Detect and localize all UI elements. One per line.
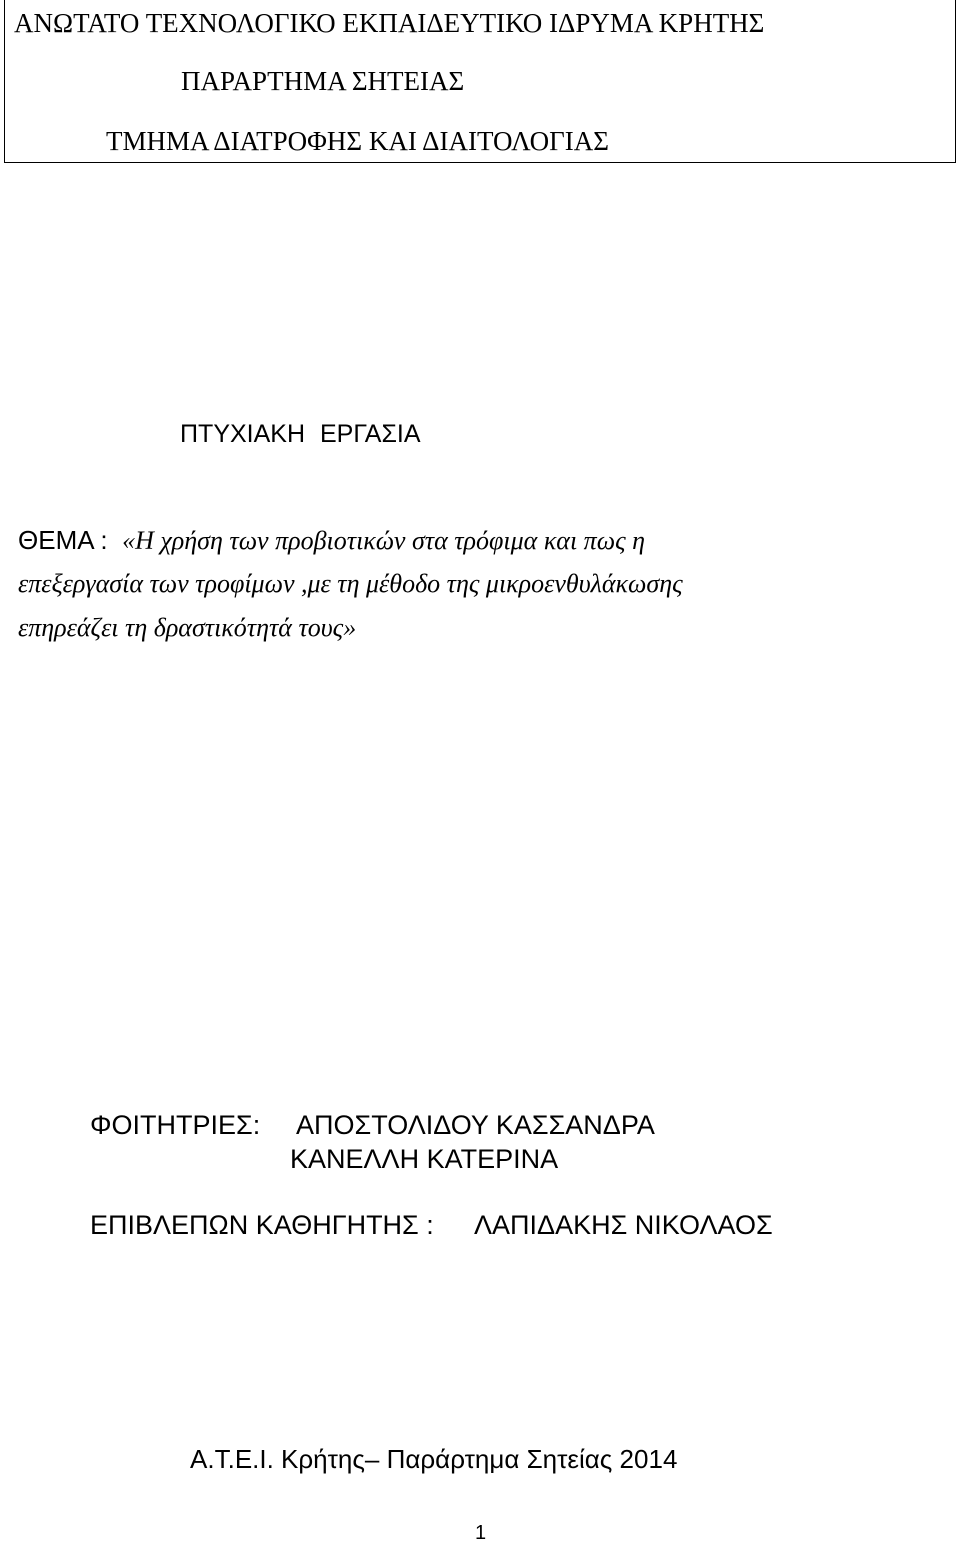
subject-line-1 <box>18 525 645 556</box>
subject-text-3: επηρεάζει τη δραστικότητά τους» <box>18 613 357 642</box>
page-number: 1 <box>475 1522 487 1544</box>
supervisor-label: ΕΠΙΒΛΕΠΩΝ ΚΑΘΗΓΗΤΗΣ : <box>90 1210 434 1240</box>
student-1: ΑΠΟΣΤΟΛΙΔΟΥ ΚΑΣΣΑΝΔΡΑ <box>296 1110 655 1140</box>
place-year: Α.Τ.Ε.Ι. Κρήτης– Παράρτημα Σητείας 2014 <box>190 1444 678 1474</box>
subject-label: ΘΕΜΑ : <box>18 525 108 555</box>
subject-text-1: «Η χρήση των προβιοτικών στα τρόφιμα και πως η <box>122 526 646 555</box>
supervisor-name: ΛΑΠΙΔΑΚΗΣ ΝΙΚΟΛΑΟΣ <box>474 1210 773 1240</box>
subject-text-2: επεξεργασία των τροφίμων ,με τη μέθοδο της μικροενθυλάκωσης <box>18 569 683 598</box>
students-label: ΦΟΙΤΗΤΡΙΕΣ: <box>90 1110 261 1140</box>
student-2: ΚΑΝΕΛΛΗ ΚΑΤΕΡΙΝΑ <box>290 1144 559 1174</box>
thesis-type: ΠΤΥΧΙΑΚΗ ΕΡΓΑΣΙΑ <box>180 420 421 448</box>
institution-name: ΑΝΩΤΑΤΟ ΤΕΧΝΟΛΟΓΙΚΟ ΕΚΠΑΙΔΕΥΤΙΚΟ ΙΔΡΥΜΑ ΚΡΗΤΗΣ <box>14 8 765 38</box>
branch-name: ΠΑΡΑΡΤΗΜΑ ΣΗΤΕΙΑΣ <box>181 66 465 96</box>
department-name: ΤΜΗΜΑ ΔΙΑΤΡΟΦΗΣ ΚΑΙ ΔΙΑΙΤΟΛΟΓΙΑΣ <box>106 126 609 156</box>
